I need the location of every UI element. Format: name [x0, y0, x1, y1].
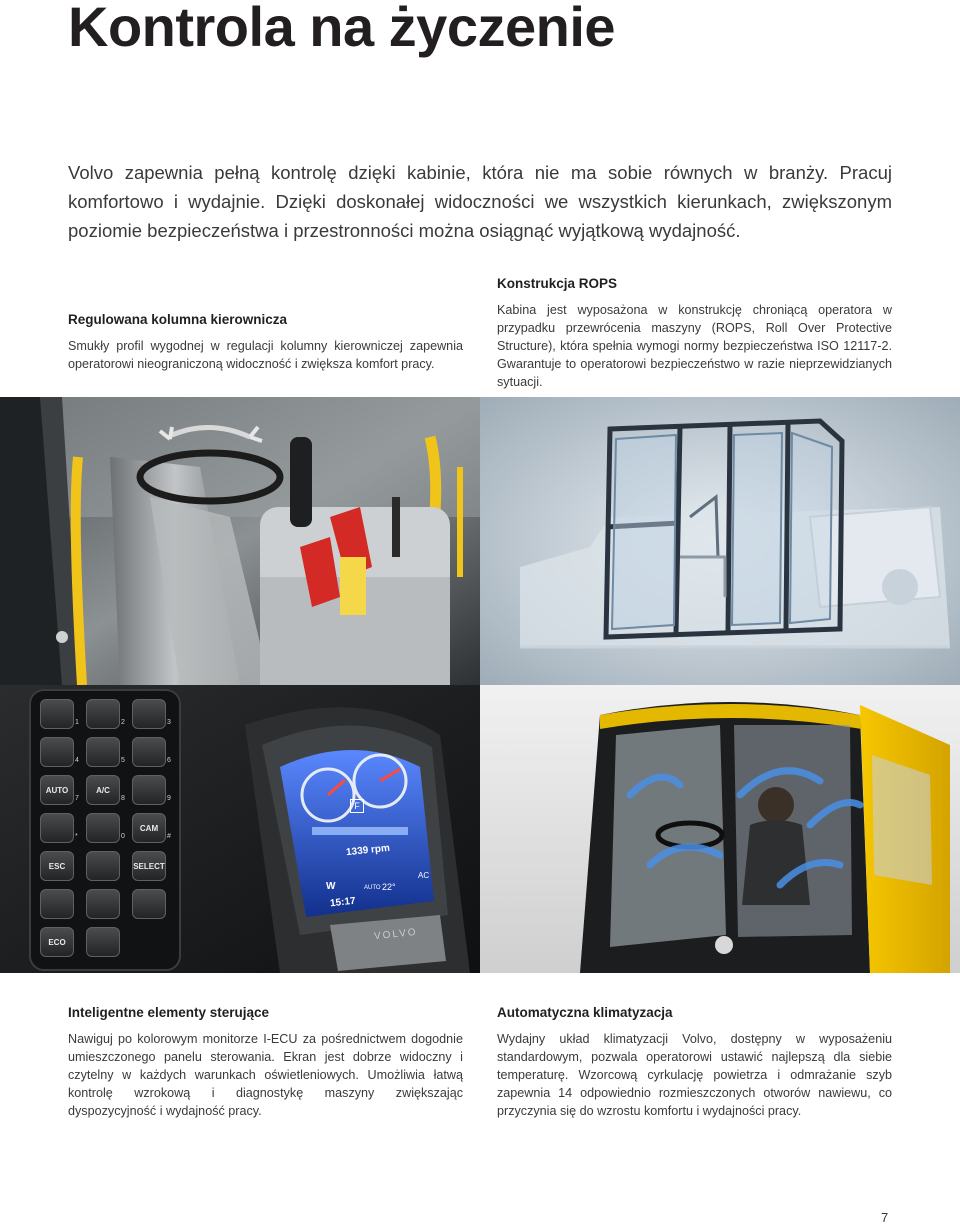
keypad-key: ESC — [40, 851, 74, 881]
climate-cab-photo — [480, 685, 960, 973]
keypad-key-number: 7 — [75, 795, 79, 802]
keypad-key-number: 8 — [121, 795, 125, 802]
section-climate — [497, 1005, 892, 1120]
monitor-ac-label: AC — [418, 871, 430, 880]
keypad-key — [86, 851, 120, 881]
keypad-key: AUTO — [40, 775, 74, 805]
monitor-time: 15:17 — [329, 895, 357, 910]
section-heading: Konstrukcja ROPS — [497, 276, 618, 291]
page-number: 7 — [881, 1210, 889, 1225]
steering-column-illustration — [0, 397, 480, 685]
monitor-mode-letter: W — [326, 881, 336, 892]
page-title: Kontrola na życzenie — [68, 0, 616, 58]
section-steering — [68, 312, 463, 373]
monitor-fuel-letter: F — [350, 799, 364, 813]
keypad-key — [40, 737, 74, 767]
rops-cabin-photo — [480, 397, 960, 685]
keypad — [40, 699, 170, 965]
keypad-key-number: 1 — [75, 719, 79, 726]
climate-cab-illustration — [480, 685, 960, 973]
keypad-key-number: 2 — [121, 719, 125, 726]
keypad-key-number: # — [167, 833, 171, 840]
keypad-key — [86, 927, 120, 957]
rops-cabin-illustration — [480, 397, 960, 685]
section-body: Wydajny układ klimatyzacji Volvo, dostępny w wyposażeniu standardowym, pozwala operatorowi ustawić najlepszą dla siebie temperaturę. Wzorcową cyrkulację powietrza i odmrażanie szyb zapewnia 14 odpowiednio rozmieszczonych otworów nawiewu, co przyczynia się do wzrostu komfortu i wydajności pracy. — [497, 1032, 892, 1118]
keypad-key-number: 3 — [167, 719, 171, 726]
keypad-key — [86, 813, 120, 843]
keypad-key: SELECT — [132, 851, 166, 881]
monitor-auto-label: AUTO — [364, 885, 381, 891]
keypad-key: CAM — [132, 813, 166, 843]
section-body: Kabina jest wyposażona w konstrukcję chroniącą operatora w przypadku przewrócenia maszyny (ROPS, Roll Over Protective Structure), która spełnia wymogi normy bezpieczeństwa ISO 12117-2. Gwarantuje to operatorowi bezpieczeństwo w razie nieprzewidzianych sytuacji. — [497, 303, 892, 389]
keypad-key-number: 4 — [75, 757, 79, 764]
section-heading: Regulowana kolumna kierownicza — [68, 312, 288, 327]
keypad-key — [132, 775, 166, 805]
section-body: Smukły profil wygodnej w regulacji kolumny kierowniczej zapewnia operatorowi nieograniczoną widoczność i zwiększa komfort pracy. — [68, 339, 463, 371]
keypad-key-number: 6 — [167, 757, 171, 764]
keypad-key: ECO — [40, 927, 74, 957]
keypad-key — [132, 737, 166, 767]
monitor-rpm: 1339 rpm — [345, 842, 391, 859]
intro-paragraph: Volvo zapewnia pełną kontrolę dzięki kabinie, która nie ma sobie równych w branży. Pracuj komfortowo i wydajnie. Dzięki doskonałej widoczności we wszystkich kierunkach, zwiększonym poziomie bezpieczeństwa i przestronności można osiągnąć wyjątkową wydajność. — [68, 162, 892, 241]
keypad-key — [40, 813, 74, 843]
keypad-key: A/C — [86, 775, 120, 805]
section-heading: Inteligentne elementy sterujące — [68, 1005, 270, 1020]
steering-column-photo — [0, 397, 480, 685]
keypad-key — [40, 699, 74, 729]
controls-photo — [0, 685, 480, 973]
section-body: Nawiguj po kolorowym monitorze I-ECU za pośrednictwem dogodnie umieszczonego panelu sterowania. Ekran jest dobrze widoczny i czytelny w każdych warunkach oświetleniowych. Umożliwia łatwą kontrolę wzrokową i diagnostykę maszyny zwiększając dyspozycyjność i wydajność pracy. — [68, 1032, 463, 1118]
monitor-brand: VOLVO — [373, 926, 419, 943]
section-rops — [497, 276, 892, 391]
monitor-temp: 22° — [382, 882, 396, 892]
keypad-key-number: 0 — [121, 833, 125, 840]
section-controls — [68, 1005, 463, 1120]
keypad-key — [40, 889, 74, 919]
section-heading: Automatyczna klimatyzacja — [497, 1005, 673, 1020]
keypad-key-number: 5 — [121, 757, 125, 764]
keypad-key-number: 9 — [167, 795, 171, 802]
keypad-key — [86, 699, 120, 729]
keypad-key-number: * — [75, 833, 78, 840]
keypad-key — [132, 889, 166, 919]
keypad-key — [86, 737, 120, 767]
keypad-key — [86, 889, 120, 919]
keypad-key — [132, 699, 166, 729]
